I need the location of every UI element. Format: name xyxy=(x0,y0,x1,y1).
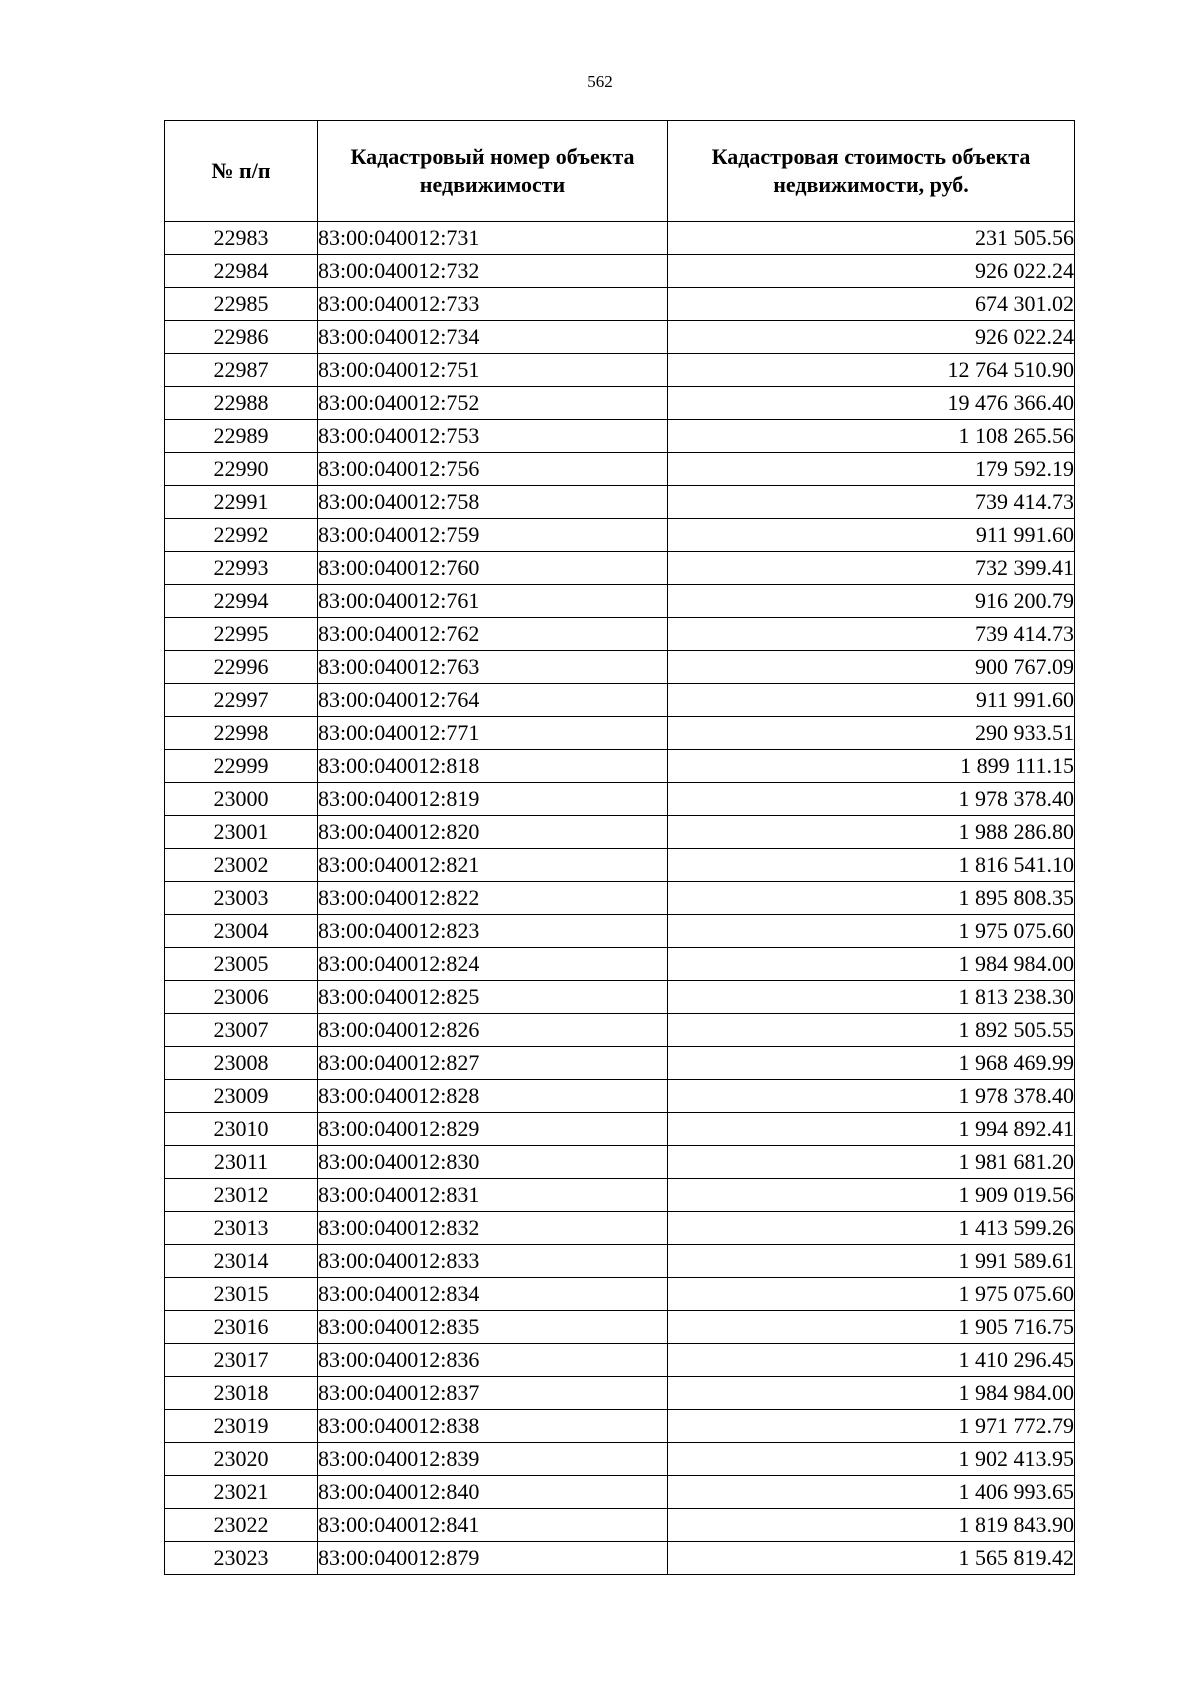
table-row xyxy=(165,816,1075,849)
cadastral-number: 83:00:040012:762 xyxy=(318,618,668,651)
cadastral-value: 1 895 808.35 xyxy=(668,882,1075,915)
row-number: 23019 xyxy=(165,1410,318,1443)
row-number: 22998 xyxy=(165,717,318,750)
row-number: 23000 xyxy=(165,783,318,816)
cadastral-value-table xyxy=(164,120,1075,1575)
cadastral-value: 732 399.41 xyxy=(668,552,1075,585)
cadastral-number: 83:00:040012:771 xyxy=(318,717,668,750)
table-row xyxy=(165,651,1075,684)
table-row xyxy=(165,1311,1075,1344)
row-number: 23010 xyxy=(165,1113,318,1146)
cadastral-number: 83:00:040012:821 xyxy=(318,849,668,882)
cadastral-value: 1 413 599.26 xyxy=(668,1212,1075,1245)
table-row xyxy=(165,1278,1075,1311)
cadastral-value: 1 905 716.75 xyxy=(668,1311,1075,1344)
table-row xyxy=(165,717,1075,750)
row-number: 23006 xyxy=(165,981,318,1014)
row-number: 23021 xyxy=(165,1476,318,1509)
page-number: 562 xyxy=(587,72,613,91)
table-row xyxy=(165,387,1075,420)
cadastral-number: 83:00:040012:839 xyxy=(318,1443,668,1476)
cadastral-number: 83:00:040012:841 xyxy=(318,1509,668,1542)
cadastral-number: 83:00:040012:879 xyxy=(318,1542,668,1575)
cadastral-number: 83:00:040012:820 xyxy=(318,816,668,849)
table-row xyxy=(165,1377,1075,1410)
row-number: 22987 xyxy=(165,354,318,387)
cadastral-value: 179 592.19 xyxy=(668,453,1075,486)
row-number: 23008 xyxy=(165,1047,318,1080)
row-number: 23005 xyxy=(165,948,318,981)
cadastral-value: 1 892 505.55 xyxy=(668,1014,1075,1047)
row-number: 22997 xyxy=(165,684,318,717)
table-row xyxy=(165,915,1075,948)
row-number: 22999 xyxy=(165,750,318,783)
cadastral-value: 926 022.24 xyxy=(668,321,1075,354)
cadastral-number: 83:00:040012:763 xyxy=(318,651,668,684)
table-header-row xyxy=(165,121,1075,222)
cadastral-number: 83:00:040012:838 xyxy=(318,1410,668,1443)
table-row xyxy=(165,453,1075,486)
cadastral-number: 83:00:040012:751 xyxy=(318,354,668,387)
cadastral-value: 1 813 238.30 xyxy=(668,981,1075,1014)
cadastral-value: 1 975 075.60 xyxy=(668,915,1075,948)
row-number: 22985 xyxy=(165,288,318,321)
cadastral-number: 83:00:040012:825 xyxy=(318,981,668,1014)
table-row xyxy=(165,420,1075,453)
cadastral-number: 83:00:040012:828 xyxy=(318,1080,668,1113)
cadastral-value: 1 978 378.40 xyxy=(668,1080,1075,1113)
row-number: 23023 xyxy=(165,1542,318,1575)
cadastral-value: 911 991.60 xyxy=(668,519,1075,552)
cadastral-value: 916 200.79 xyxy=(668,585,1075,618)
cadastral-number: 83:00:040012:731 xyxy=(318,222,668,255)
cadastral-value: 926 022.24 xyxy=(668,255,1075,288)
cadastral-number: 83:00:040012:752 xyxy=(318,387,668,420)
cadastral-value: 900 767.09 xyxy=(668,651,1075,684)
table-row xyxy=(165,354,1075,387)
table-row xyxy=(165,1014,1075,1047)
table-row xyxy=(165,1476,1075,1509)
cadastral-number: 83:00:040012:822 xyxy=(318,882,668,915)
table-row xyxy=(165,1344,1075,1377)
table-row xyxy=(165,750,1075,783)
cadastral-value: 1 978 378.40 xyxy=(668,783,1075,816)
cadastral-number: 83:00:040012:831 xyxy=(318,1179,668,1212)
table-row xyxy=(165,1047,1075,1080)
table-row xyxy=(165,981,1075,1014)
cadastral-value: 911 991.60 xyxy=(668,684,1075,717)
row-number: 22994 xyxy=(165,585,318,618)
row-number: 22991 xyxy=(165,486,318,519)
table-row xyxy=(165,519,1075,552)
cadastral-value: 1 406 993.65 xyxy=(668,1476,1075,1509)
cadastral-number: 83:00:040012:823 xyxy=(318,915,668,948)
row-number: 23011 xyxy=(165,1146,318,1179)
table-body xyxy=(165,222,1075,1575)
cadastral-number: 83:00:040012:829 xyxy=(318,1113,668,1146)
table-row xyxy=(165,618,1075,651)
row-number: 23002 xyxy=(165,849,318,882)
table-row xyxy=(165,1509,1075,1542)
cadastral-number: 83:00:040012:732 xyxy=(318,255,668,288)
row-number: 23001 xyxy=(165,816,318,849)
cadastral-value: 739 414.73 xyxy=(668,618,1075,651)
cadastral-value: 1 975 075.60 xyxy=(668,1278,1075,1311)
cadastral-value: 1 991 589.61 xyxy=(668,1245,1075,1278)
cadastral-value: 19 476 366.40 xyxy=(668,387,1075,420)
row-number: 22995 xyxy=(165,618,318,651)
cadastral-number: 83:00:040012:832 xyxy=(318,1212,668,1245)
row-number: 22986 xyxy=(165,321,318,354)
row-number: 23022 xyxy=(165,1509,318,1542)
cadastral-number: 83:00:040012:840 xyxy=(318,1476,668,1509)
table-row xyxy=(165,1212,1075,1245)
row-number: 23003 xyxy=(165,882,318,915)
row-number: 22989 xyxy=(165,420,318,453)
table-row xyxy=(165,783,1075,816)
cadastral-number: 83:00:040012:758 xyxy=(318,486,668,519)
row-number: 22992 xyxy=(165,519,318,552)
table-row xyxy=(165,1113,1075,1146)
cadastral-number: 83:00:040012:836 xyxy=(318,1344,668,1377)
row-number: 23012 xyxy=(165,1179,318,1212)
cadastral-number: 83:00:040012:833 xyxy=(318,1245,668,1278)
table-row xyxy=(165,849,1075,882)
table-row xyxy=(165,1245,1075,1278)
cadastral-number: 83:00:040012:734 xyxy=(318,321,668,354)
row-number: 23015 xyxy=(165,1278,318,1311)
cadastral-number: 83:00:040012:733 xyxy=(318,288,668,321)
cadastral-value: 739 414.73 xyxy=(668,486,1075,519)
cadastral-value: 1 819 843.90 xyxy=(668,1509,1075,1542)
cadastral-number: 83:00:040012:837 xyxy=(318,1377,668,1410)
cadastral-number: 83:00:040012:826 xyxy=(318,1014,668,1047)
cadastral-number: 83:00:040012:759 xyxy=(318,519,668,552)
table-row xyxy=(165,1443,1075,1476)
table-row xyxy=(165,1080,1075,1113)
row-number: 22996 xyxy=(165,651,318,684)
header-cadastral-value: Кадастровая стоимость объекта недвижимости, руб. xyxy=(668,121,1075,222)
table-row xyxy=(165,321,1075,354)
row-number: 23004 xyxy=(165,915,318,948)
row-number: 23016 xyxy=(165,1311,318,1344)
table-row xyxy=(165,486,1075,519)
cadastral-number: 83:00:040012:760 xyxy=(318,552,668,585)
cadastral-number: 83:00:040012:753 xyxy=(318,420,668,453)
table-row xyxy=(165,1410,1075,1443)
cadastral-value: 1 994 892.41 xyxy=(668,1113,1075,1146)
cadastral-value: 1 565 819.42 xyxy=(668,1542,1075,1575)
cadastral-number: 83:00:040012:818 xyxy=(318,750,668,783)
cadastral-value: 12 764 510.90 xyxy=(668,354,1075,387)
row-number: 22990 xyxy=(165,453,318,486)
cadastral-value: 1 108 265.56 xyxy=(668,420,1075,453)
cadastral-value: 1 981 681.20 xyxy=(668,1146,1075,1179)
cadastral-value: 290 933.51 xyxy=(668,717,1075,750)
row-number: 23009 xyxy=(165,1080,318,1113)
table-row xyxy=(165,684,1075,717)
row-number: 23018 xyxy=(165,1377,318,1410)
row-number: 23007 xyxy=(165,1014,318,1047)
cadastral-value: 1 984 984.00 xyxy=(668,948,1075,981)
cadastral-number: 83:00:040012:764 xyxy=(318,684,668,717)
cadastral-number: 83:00:040012:827 xyxy=(318,1047,668,1080)
cadastral-value: 1 984 984.00 xyxy=(668,1377,1075,1410)
header-num: № п/п xyxy=(165,121,318,222)
table-row xyxy=(165,552,1075,585)
cadastral-number: 83:00:040012:830 xyxy=(318,1146,668,1179)
cadastral-value: 1 988 286.80 xyxy=(668,816,1075,849)
table-row xyxy=(165,1542,1075,1575)
table-row xyxy=(165,1179,1075,1212)
cadastral-value: 1 816 541.10 xyxy=(668,849,1075,882)
row-number: 22984 xyxy=(165,255,318,288)
table-row xyxy=(165,948,1075,981)
cadastral-number: 83:00:040012:756 xyxy=(318,453,668,486)
table-row xyxy=(165,585,1075,618)
cadastral-number: 83:00:040012:834 xyxy=(318,1278,668,1311)
row-number: 22993 xyxy=(165,552,318,585)
cadastral-number: 83:00:040012:824 xyxy=(318,948,668,981)
table-row xyxy=(165,1146,1075,1179)
table-row xyxy=(165,882,1075,915)
row-number: 23014 xyxy=(165,1245,318,1278)
cadastral-value: 231 505.56 xyxy=(668,222,1075,255)
cadastral-value: 1 410 296.45 xyxy=(668,1344,1075,1377)
cadastral-value: 1 909 019.56 xyxy=(668,1179,1075,1212)
row-number: 23017 xyxy=(165,1344,318,1377)
cadastral-value: 1 971 772.79 xyxy=(668,1410,1075,1443)
row-number: 22988 xyxy=(165,387,318,420)
table-row xyxy=(165,288,1075,321)
table-row xyxy=(165,222,1075,255)
row-number: 23020 xyxy=(165,1443,318,1476)
cadastral-value: 1 902 413.95 xyxy=(668,1443,1075,1476)
cadastral-value: 674 301.02 xyxy=(668,288,1075,321)
cadastral-value: 1 899 111.15 xyxy=(668,750,1075,783)
cadastral-number: 83:00:040012:819 xyxy=(318,783,668,816)
row-number: 23013 xyxy=(165,1212,318,1245)
header-cadastral-number: Кадастровый номер объекта недвижимости xyxy=(318,121,668,222)
cadastral-number: 83:00:040012:835 xyxy=(318,1311,668,1344)
table-row xyxy=(165,255,1075,288)
cadastral-value: 1 968 469.99 xyxy=(668,1047,1075,1080)
row-number: 22983 xyxy=(165,222,318,255)
cadastral-number: 83:00:040012:761 xyxy=(318,585,668,618)
